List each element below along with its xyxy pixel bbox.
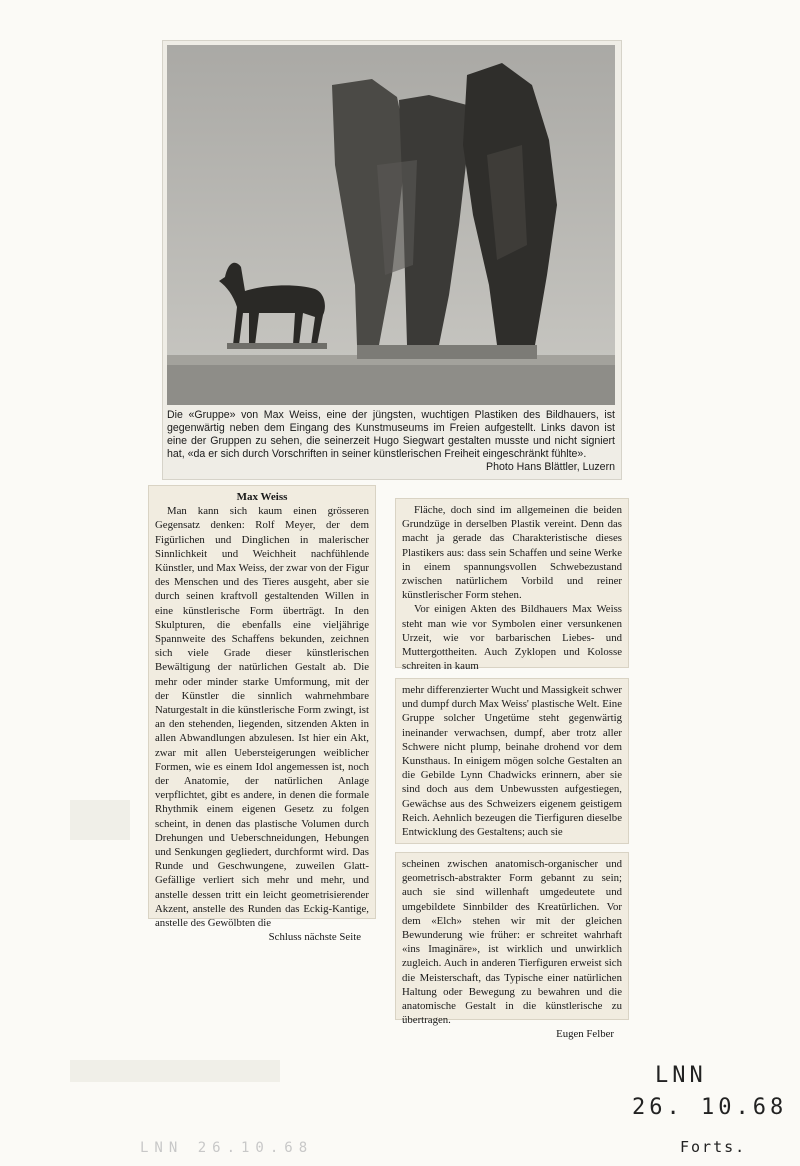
- photo-clipping: [162, 40, 622, 480]
- article-column-2b: [395, 678, 629, 844]
- article-column-2c: [395, 852, 629, 1041]
- article-title: Max Weiss: [236, 491, 288, 503]
- photo-caption: [167, 409, 615, 474]
- date-annotation: 26. 10.68: [632, 1095, 788, 1120]
- bleed-through-right: [630, 80, 780, 600]
- bleed-through-heading: [70, 800, 130, 840]
- article-author: Eugen Felber: [556, 1028, 614, 1041]
- sculpture-photo: [167, 45, 615, 405]
- article-paragraph: Man kann sich kaum einen grösseren Gegensatz denken: Rolf Meyer, der dem Figürlichen und Dinglichen in malerischer Sinnlichkeit und Weichheit nachfühlende Künstler, und Max Weiss, der zwar von der Figur des Menschen und des Tieres ausgeht, aber sie durch seinen kraftvoll gestaltenden Willen in eine künstlerische Form überträgt. In den Skulpturen, die ebenfalls eine vieljährige Spannweite des Schaffens bekunden, zeichnen sich viele Grade dieser künstlerischen Bewältigung der natürlichen Gestalt ab. Die mehr oder minder starke Umformung, mit der der Künstler die sinnlich wahrnehmbare Naturgestalt in die künstlerische Form zwingt, ist an den stehenden, liegenden, sitzenden Akten in allen Abwandlungen abzulesen. Ist hier ein Akt, zwar mit allen Uebersteigerungen weiblicher Formen, wie es einem Idol angemessen ist, noch der Anatomie, der natürlichen Anlage verpflichtet, gibt es andere, in denen die formale Rhythmik einem eigenen Gesetz zu folgen scheint, in denen das plastische Volumen durch Drehungen und Ueberschneidungen, Hebungen und Senkungen gegliedert, durchformt wird. Das Runde und Geschwungene, zuweilen Glatt-Gefällige verliert sich mehr und mehr, und anstelle dessen tritt ein leicht geometrisierender Akzent, anstelle des Runden das Eckig-Kantige, anstelle des Gewölbten die: [155, 505, 369, 930]
- photo-credit: Photo Hans Blättler, Luzern: [486, 461, 615, 473]
- article-paragraph: mehr differenzierter Wucht und Massigkeit schwer und dumpf durch Max Weiss' plastische Welt. Eine Gruppe solcher Ungetüme steht gegenwärtig ineinander verwachsen, dumpf, aber trotz aller Schwere nicht plump, beinahe drohend vor dem Kunsthaus. In einigem mögen solche Gestalten an die Gebilde Lynn Chadwicks erinnern, aber sie sind doch aus dem Unbewussten aufgestiegen, Gewächse aus des Schweizers eigenem geistigem Reich. Aehnlich bezeugen die Tierfiguren dieselbe Entwicklung des Gestaltens; auch sie: [402, 684, 622, 839]
- source-annotation: LNN: [655, 1063, 707, 1088]
- continued-note: Schluss nächste Seite: [268, 931, 361, 944]
- sculpture-image: [167, 45, 615, 405]
- forts-annotation: Forts.: [680, 1138, 747, 1156]
- article-paragraph: Vor einigen Akten des Bildhauers Max Weiss steht man wie vor Symbolen einer versunkenen Urzeit, wie vor barbarischen Liebes- und Muttergottheiten. Auch Zyklopen und Kolosse schreiten in kaum: [402, 603, 622, 673]
- article-paragraph: Fläche, doch sind im allgemeinen die beiden Grundzüge in derselben Plastik vereint. Denn das macht ja gerade das Charakteristische dieses Plastikers aus: dass sein Schaffen und seine Werke in einem spannungsvollen Schwebezustand zwischen natürlichem Vorbild und reiner künstlerischer Form stehen.: [402, 504, 622, 602]
- faint-annotation: LNN 26.10.68: [140, 1140, 314, 1156]
- article-paragraph: scheinen zwischen anatomisch-organischer und geometrisch-abstrakter Form gebannt zu sein; auch sie sind willenhaft umgedeutete und umgebildete Sinnbilder des Kreatürlichen. Vor dem «Elch» stehen wir mit der gleichen Bewunderung wie früher: er schreitet wahrhaft «ins Imaginäre», ist wirklich und unwirklich zugleich. Auch in anderen Tierfiguren erweist sich die Meisterschaft, das Typische einer natürlichen Haltung oder Bewegung zu bewahren und die anatomische Gestalt in die künstlerische zu übertragen.: [402, 858, 622, 1027]
- caption-text: Die «Gruppe» von Max Weiss, eine der jüngsten, wuchtigen Plastiken des Bildhauers, ist gegenwärtig neben dem Eingang des Kunstmuseums im Freien aufgestellt. Links davon ist eine der Gruppen zu sehen, die seinerzeit Hugo Siegwart gestalten musste und nicht signiert hat, «da er sich durch Vorschriften in seiner künstlerischen Freiheit eingeschränkt fühlte».: [167, 409, 615, 460]
- bleed-through-footer: [70, 1060, 280, 1082]
- article-column-1: [148, 485, 376, 944]
- article-column-2a: [395, 498, 629, 673]
